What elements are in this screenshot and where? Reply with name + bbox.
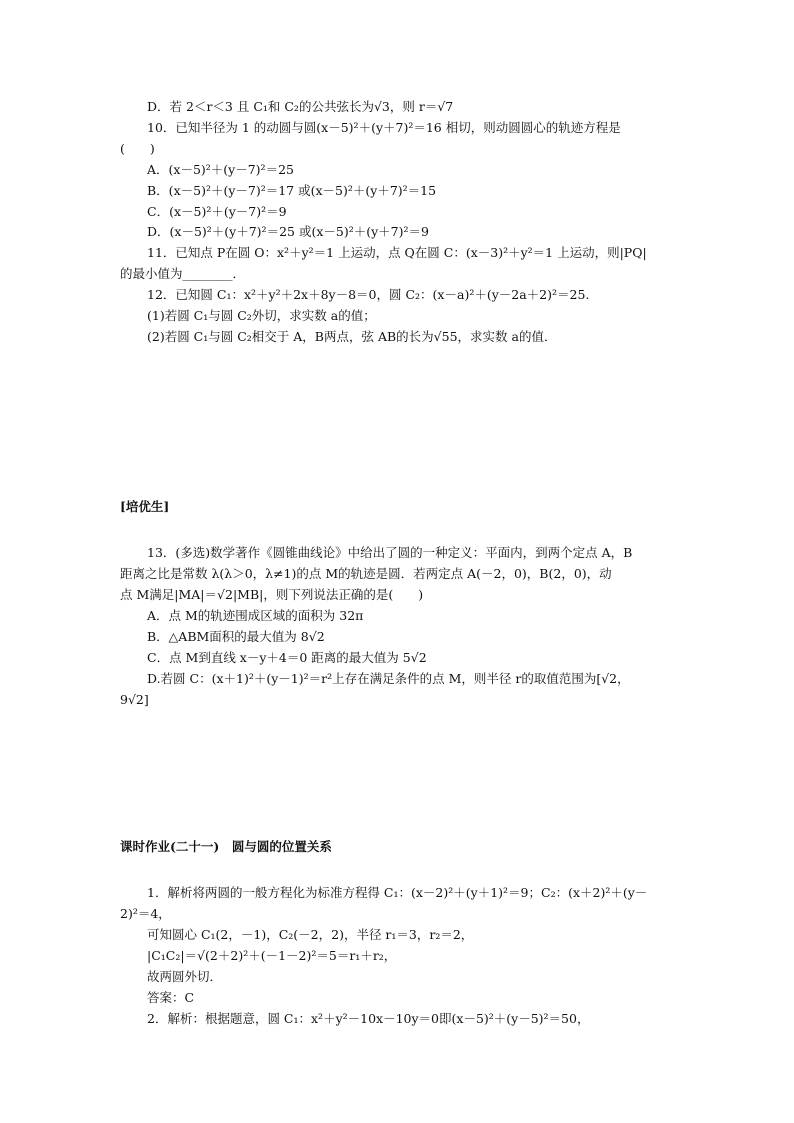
- q12-part1: (1)若圆 C₁与圆 C₂外切，求实数 a的值；: [147, 308, 376, 323]
- answer-1: 1．解析将两圆的一般方程化为标准方程得 C₁：(x－2)²＋(y＋1)²＝9；C₂：(x＋2)²＋(y－: [147, 885, 648, 900]
- q13-option-d: D.若圆 C：(x＋1)²＋(y－1)²＝r²上存在满足条件的点 M，则半径 r的取值范围为[√2，: [147, 671, 630, 686]
- q9-option-d: D．若 2＜r＜3 且 C₁和 C₂的公共弦长为√3，则 r＝√7: [147, 99, 454, 114]
- q13-stem-line3: 点 M满足|MA|＝√2|MB|，则下列说法正确的是( ): [120, 587, 424, 602]
- q12-stem: 12．已知圆 C₁：x²＋y²＋2x＋8y－8＝0，圆 C₂：(x－a)²＋(y－2a＋2)²＝25.: [147, 287, 590, 302]
- q10-paren: ( ): [120, 141, 155, 156]
- answer-2: 2．解析：根据题意，圆 C₁：x²＋y²－10x－10y＝0即(x－5)²＋(y－5)²＝50，: [147, 1011, 590, 1026]
- section-label: [培优生]: [120, 499, 170, 514]
- q13-stem: 13．(多选)数学著作《圆锥曲线论》中给出了圆的一种定义：平面内，到两个定点 A，B: [147, 545, 633, 560]
- q12-part2: (2)若圆 C₁与圆 C₂相交于 A，B两点，弦 AB的长为√55，求实数 a的值．: [147, 329, 557, 344]
- q11-stem-cont: 的最小值为________．: [120, 266, 246, 281]
- q10-option-c: C．(x－5)²＋(y－7)²＝9: [147, 204, 287, 219]
- q13-stem-line2: 距离之比是常数 λ(λ＞0，λ≠1)的点 M的轨迹是圆．若两定点 A(－2，0)，B(2，0)，动: [120, 566, 612, 581]
- answer-1-choice: 答案：C: [147, 990, 195, 1005]
- answer-1-centers: 可知圆心 C₁(2，－1)，C₂(－2，2)，半径 r₁＝3，r₂＝2，: [147, 927, 474, 942]
- q13-option-d-cont: 9√2]: [120, 692, 149, 707]
- q13-option-a: A．点 M的轨迹围成区域的面积为 32π: [147, 608, 364, 623]
- q13-option-b: B．△ABM面积的最大值为 8√2: [147, 629, 325, 644]
- answer-1-cont: 2)²＝4，: [120, 906, 171, 921]
- q13-option-c: C．点 M到直线 x－y＋4＝0 距离的最大值为 5√2: [147, 650, 427, 665]
- answer-1-distance: |C₁C₂|＝√(2＋2)²＋(－1－2)²＝5＝r₁＋r₂，: [147, 948, 397, 963]
- answer-heading: 课时作业(二十一) 圆与圆的位置关系: [120, 839, 332, 854]
- q10-option-b: B．(x－5)²＋(y－7)²＝17 或(x－5)²＋(y＋7)²＝15: [147, 183, 437, 198]
- q10-option-a: A．(x－5)²＋(y－7)²＝25: [147, 162, 294, 177]
- q10-option-d: D．(x－5)²＋(y＋7)²＝25 或(x－5)²＋(y＋7)²＝9: [147, 224, 429, 239]
- answer-1-conclusion: 故两圆外切．: [147, 969, 223, 984]
- q11-stem: 11．已知点 P在圆 O：x²＋y²＝1 上运动，点 Q在圆 C：(x－3)²＋y²＝1 上运动，则|PQ|: [147, 245, 647, 260]
- q10-stem: 10．已知半径为 1 的动圆与圆(x－5)²＋(y＋7)²＝16 相切，则动圆圆心的轨迹方程是: [147, 120, 621, 135]
